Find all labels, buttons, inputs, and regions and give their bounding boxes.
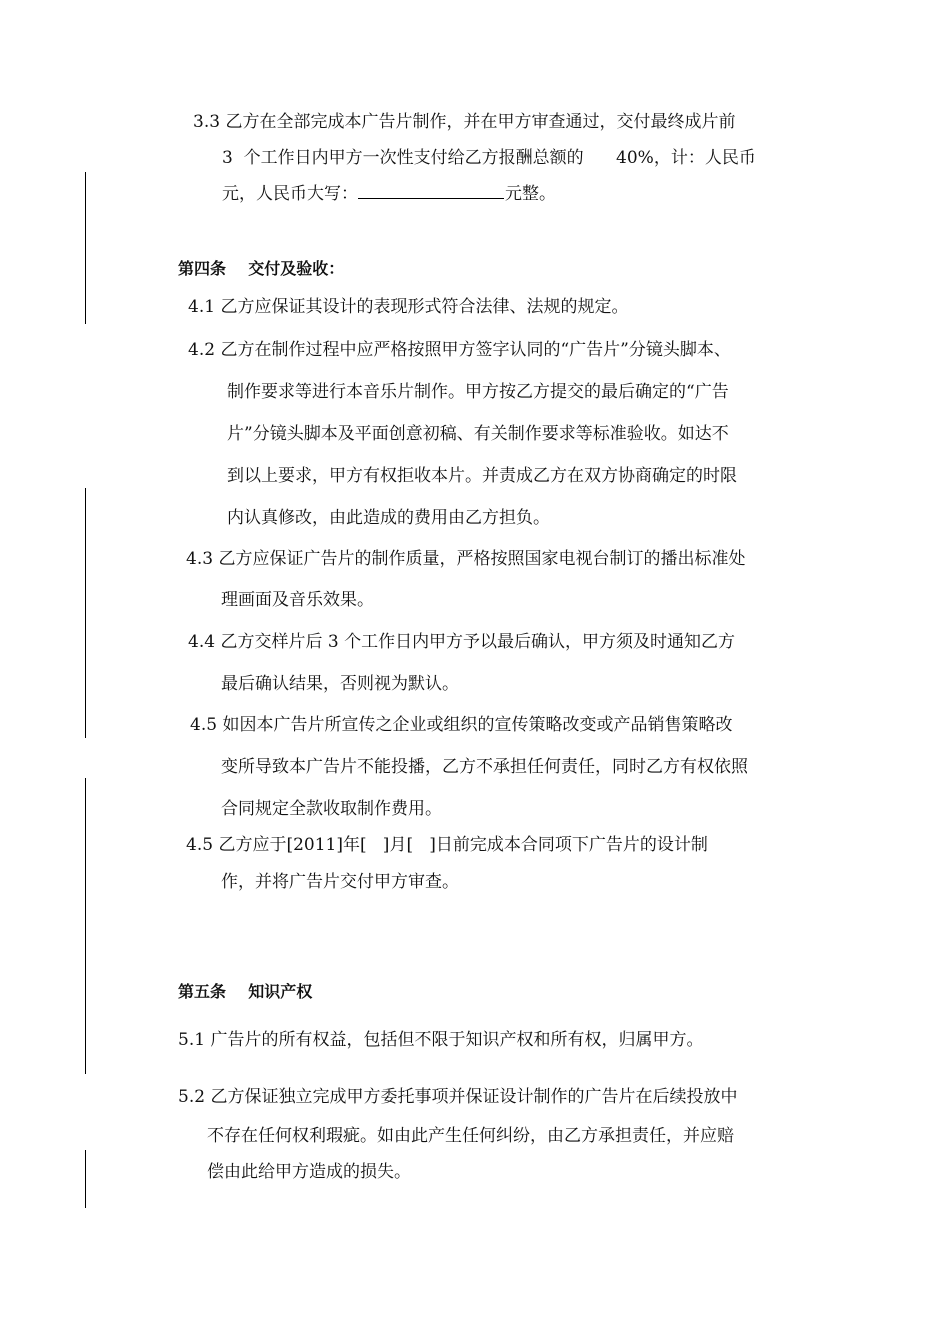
para-4-3-line2: 理画面及音乐效果。 <box>221 590 374 610</box>
revision-bar <box>85 778 86 1074</box>
para-5-1: 5.1 广告片的所有权益，包括但不限于知识产权和所有权，归属甲方。 <box>178 1030 704 1050</box>
para-4-2-line5: 内认真修改，由此造成的费用由乙方担负。 <box>227 508 550 528</box>
amount-suffix: 元整。 <box>505 184 556 204</box>
revision-bar <box>85 1150 86 1208</box>
para-4-4-line2: 最后确认结果，否则视为默认。 <box>221 674 459 694</box>
para-4-5a-line2: 变所导致本广告片不能投播，乙方不承担任何责任，同时乙方有权依照 <box>221 757 748 777</box>
para-4-5b-line2: 作，并将广告片交付甲方审查。 <box>221 872 459 892</box>
para-4-5b-line1: 4.5 乙方应于[2011]年[ ]月[ ]日前完成本合同项下广告片的设计制 <box>186 835 708 855</box>
para-4-2-line1: 4.2 乙方在制作过程中应严格按照甲方签字认同的“广告片”分镜头脚本、 <box>188 340 731 360</box>
para-4-3-line1: 4.3 乙方应保证广告片的制作质量，严格按照国家电视台制订的播出标准处 <box>186 549 746 569</box>
amount-words-label: 元，人民币大写： <box>222 184 358 204</box>
para-5-2-line3: 偿由此给甲方造成的损失。 <box>207 1162 411 1182</box>
para-4-1: 4.1 乙方应保证其设计的表现形式符合法律、法规的规定。 <box>188 297 629 317</box>
clause-4-heading: 第四条 交付及验收： <box>178 259 345 278</box>
para-3-3-line1: 3.3 乙方在全部完成本广告片制作，并在甲方审查通过，交付最终成片前 <box>193 112 736 132</box>
para-3-3-line3 <box>222 182 556 206</box>
para-4-4-line1: 4.4 乙方交样片后 3 个工作日内甲方予以最后确认，甲方须及时通知乙方 <box>188 632 736 652</box>
para-4-2-line4: 到以上要求，甲方有权拒收本片。并责成乙方在双方协商确定的时限 <box>227 466 737 486</box>
para-5-2-line2: 不存在任何权利瑕疵。如由此产生任何纠纷，由乙方承担责任，并应赔 <box>207 1126 734 1146</box>
para-3-3-line2: 3 个工作日内甲方一次性支付给乙方报酬总额的 40%，计：人民币 <box>222 148 756 168</box>
para-4-5a-line3: 合同规定全款收取制作费用。 <box>221 799 442 819</box>
para-4-5a-line1: 4.5 如因本广告片所宣传之企业或组织的宣传策略改变或产品销售策略改 <box>190 715 733 735</box>
amount-words-blank[interactable] <box>358 182 504 199</box>
revision-bar <box>85 172 86 324</box>
para-4-2-line2: 制作要求等进行本音乐片制作。甲方按乙方提交的最后确定的“广告 <box>227 382 729 402</box>
para-4-2-line3: 片”分镜头脚本及平面创意初稿、有关制作要求等标准验收。如达不 <box>227 424 729 444</box>
clause-5-heading: 第五条 知识产权 <box>178 982 313 1001</box>
para-5-2-line1: 5.2 乙方保证独立完成甲方委托事项并保证设计制作的广告片在后续投放中 <box>178 1087 738 1107</box>
revision-bar <box>85 488 86 738</box>
